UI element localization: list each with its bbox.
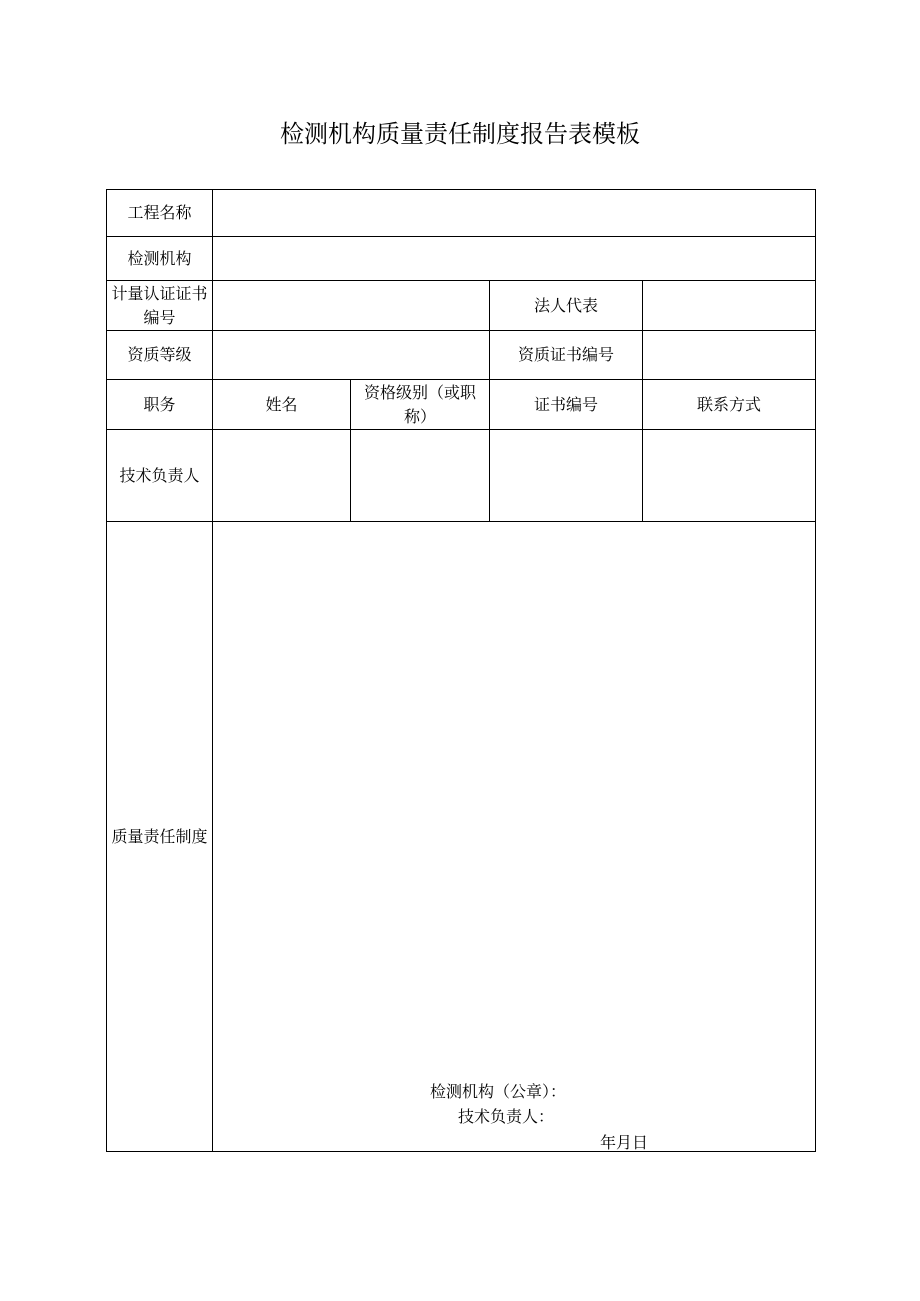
row-project-name <box>107 190 816 237</box>
tech-lead-grade-field[interactable] <box>351 430 490 522</box>
row-qualification <box>107 331 816 380</box>
header-name: 姓名 <box>213 380 351 430</box>
cert-no-field[interactable] <box>213 281 490 331</box>
tech-lead-label: 技术负责人 <box>107 430 213 522</box>
tech-lead-name-field[interactable] <box>213 430 351 522</box>
row-tech-lead <box>107 430 816 522</box>
agency-seal-label: 检测机构（公章）： <box>430 1082 567 1101</box>
qualification-level-field[interactable] <box>213 331 490 380</box>
cert-no-label: 计量认证证书编号 <box>107 281 213 331</box>
header-cert-no: 证书编号 <box>490 380 643 430</box>
header-contact: 联系方式 <box>643 380 816 430</box>
qualification-cert-field[interactable] <box>643 331 816 380</box>
quality-system-label: 质量责任制度 <box>107 522 213 1152</box>
header-grade: 资格级别（或职称） <box>351 380 490 430</box>
row-quality-system <box>107 522 816 1152</box>
legal-rep-field[interactable] <box>643 281 816 331</box>
agency-label: 检测机构 <box>107 237 213 281</box>
report-form-table <box>106 189 816 1152</box>
date-label: 年月日 <box>600 1133 649 1152</box>
legal-rep-label: 法人代表 <box>490 281 643 331</box>
header-position: 职务 <box>107 380 213 430</box>
qualification-level-label: 资质等级 <box>107 331 213 380</box>
project-name-label: 工程名称 <box>107 190 213 237</box>
tech-lead-cert-field[interactable] <box>490 430 643 522</box>
row-agency <box>107 237 816 281</box>
page-title: 检测机构质量责任制度报告表模板 <box>280 120 640 148</box>
agency-field[interactable] <box>213 237 816 281</box>
tech-lead-signature-label: 技术负责人： <box>458 1107 555 1126</box>
tech-lead-contact-field[interactable] <box>643 430 816 522</box>
row-cert-legal <box>107 281 816 331</box>
quality-system-field[interactable] <box>213 522 816 1152</box>
project-name-field[interactable] <box>213 190 816 237</box>
row-headers <box>107 380 816 430</box>
qualification-cert-label: 资质证书编号 <box>490 331 643 380</box>
